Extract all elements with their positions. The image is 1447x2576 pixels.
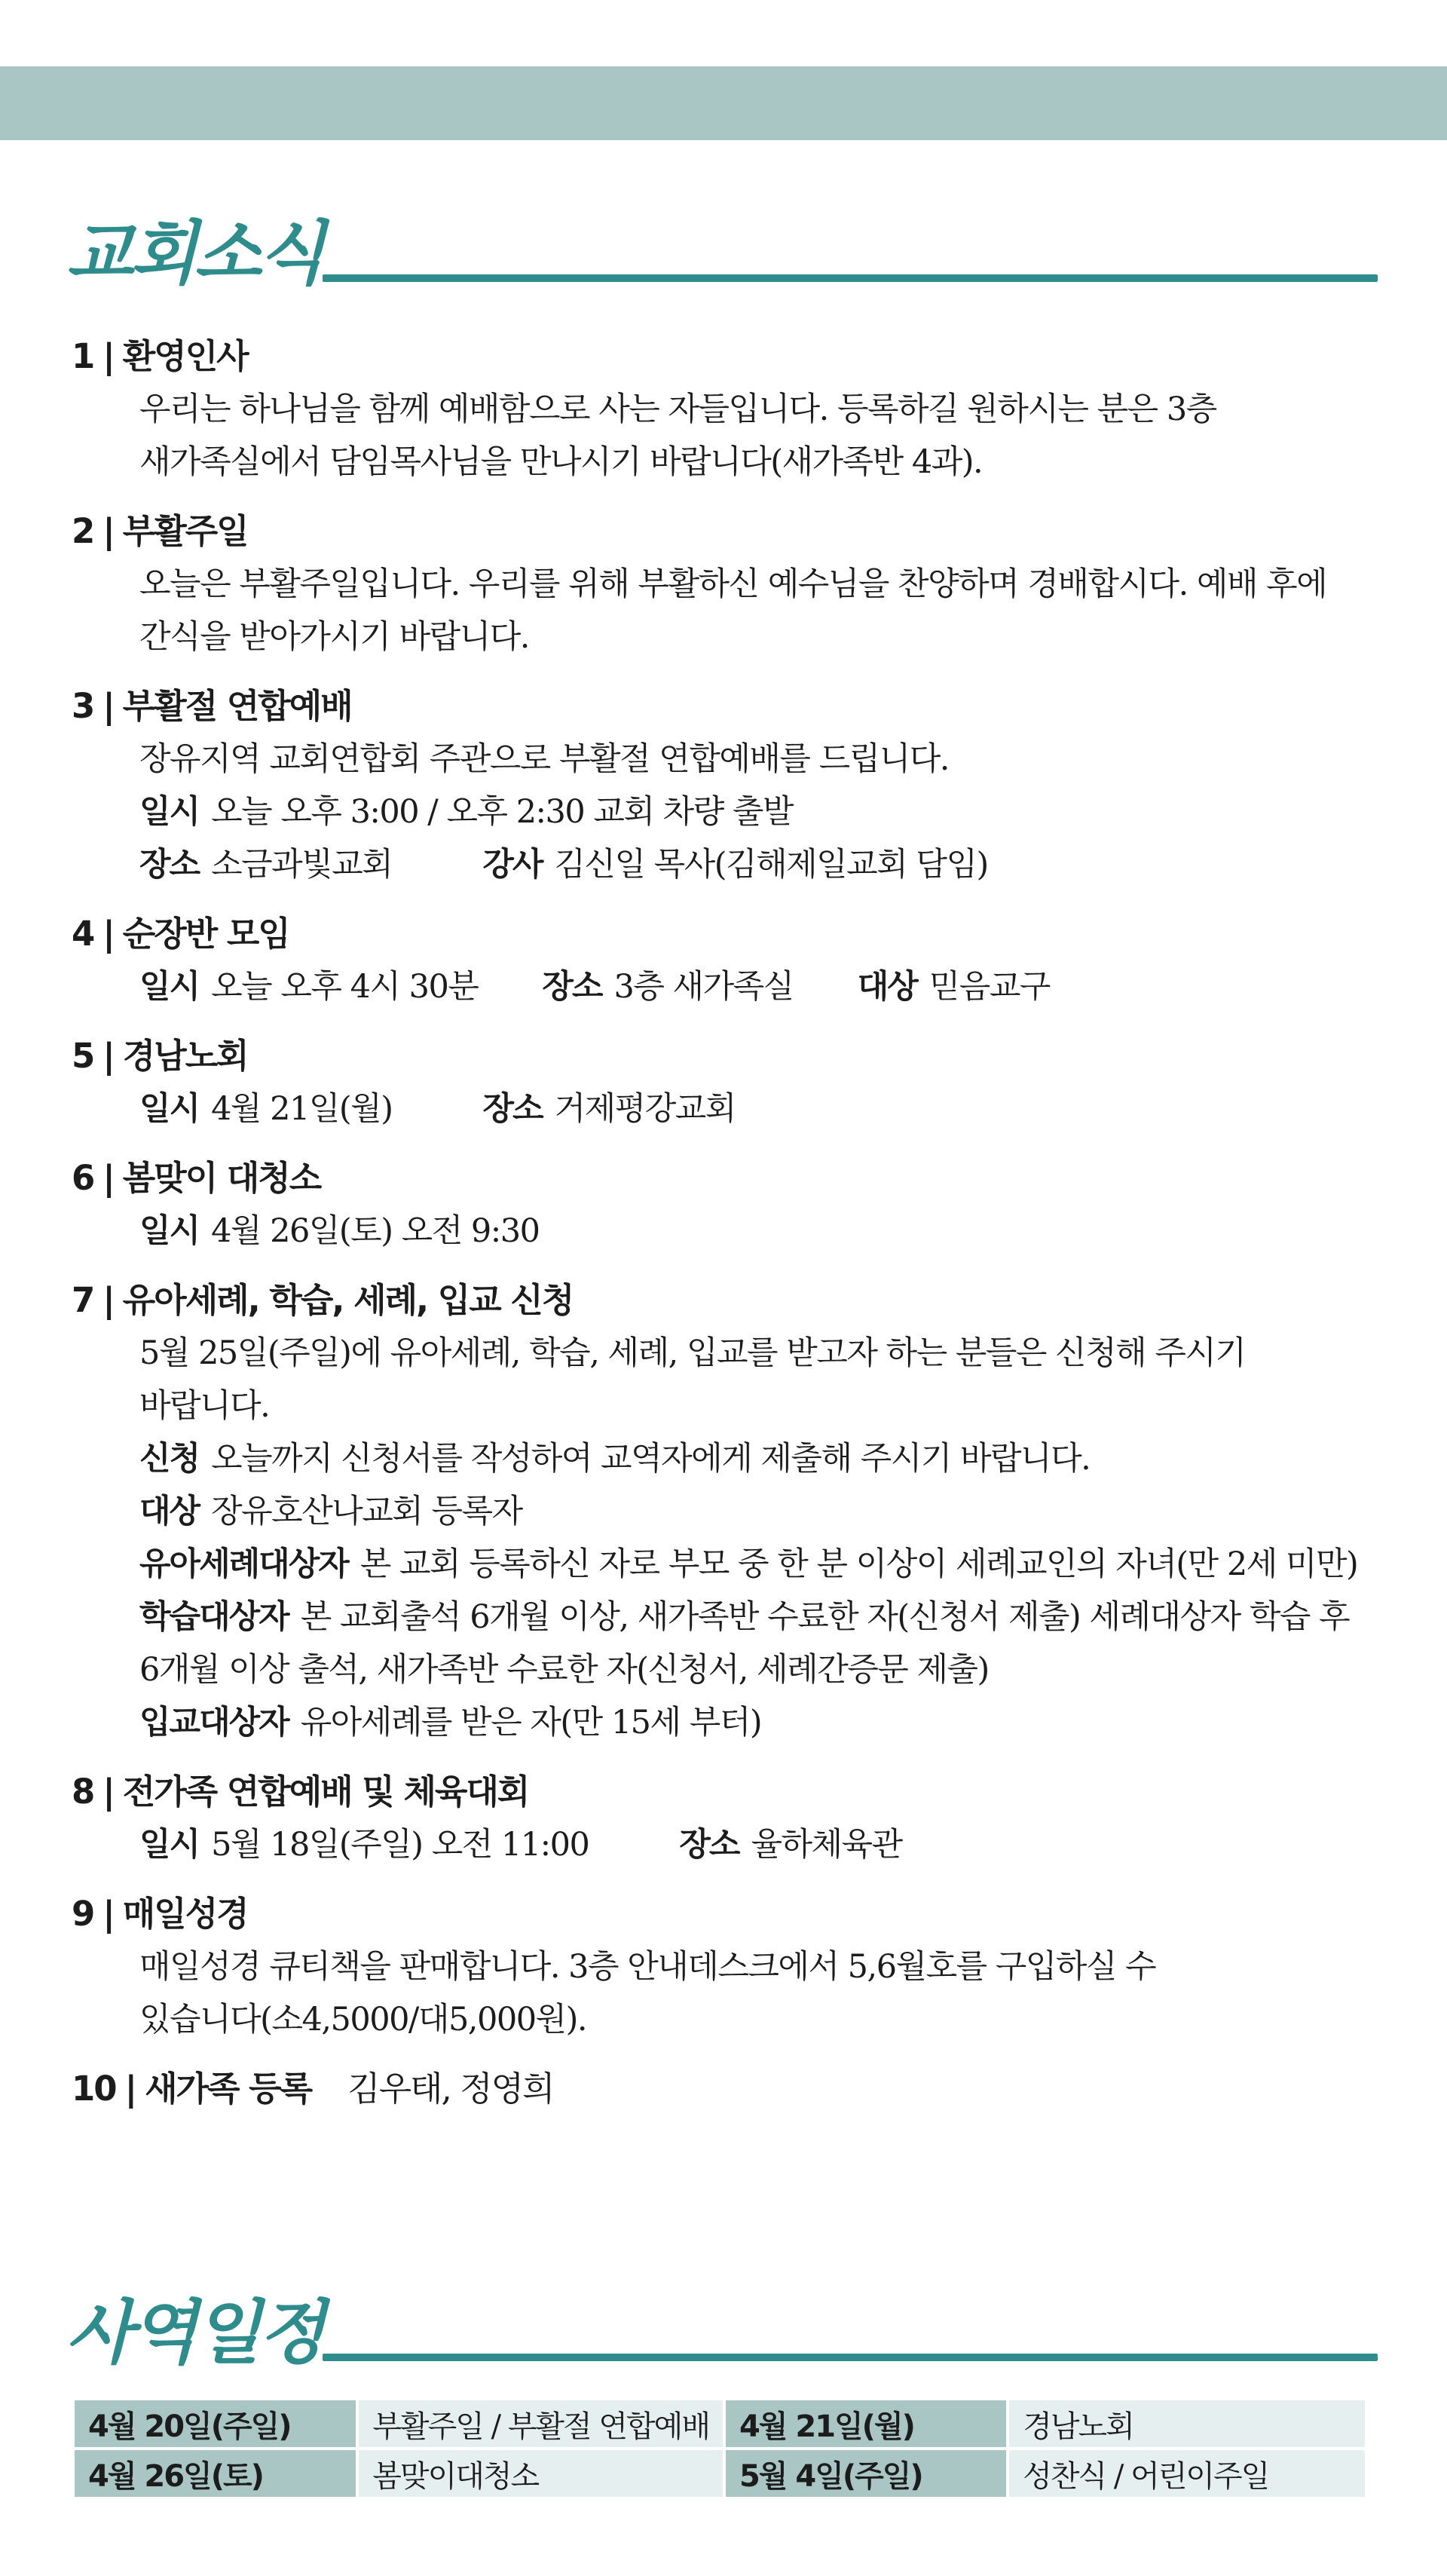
schedule-date: 5월 4일(주일): [726, 2450, 1006, 2497]
item-number: 9: [72, 1894, 94, 1934]
item-title: 유아세례, 학습, 세례, 입교 신청: [122, 1280, 574, 1320]
time-label: 일시: [139, 1212, 200, 1250]
news-item-baptism-application: 7 | 유아세례, 학습, 세례, 입교 신청 5월 25일(주일)에 유아세례, 학습, 세례, 입교를 받고자 하는 분들은 신청해 주시기 바랍니다. 신청 오늘까지 신청서를 작성하여 교역자에게 제출해 주시기 바랍니다. 대상 장유호산나교회 등록자 유아세례대상자 본 교회 등록하신 자로 부모 중 한 분 이상이 세례교인의 자녀(만 2세 미만) 학습대상자 본 교회출석 6개월 이상, 새가족반 수료한 자(신청서 제출) 세례대상자 학습 후 6개월 이상 출석, 새가족반 수료한 자(신청서, 세례간증문 제출) 입교대상자 유아세례를 받은 자(만 15세 부터): [72, 1274, 1375, 1749]
news-item-joint-worship: 3 | 부활절 연합예배 장유지역 교회연합회 주관으로 부활절 연합예배를 드립니다. 일시 오늘 오후 3:00 / 오후 2:30 교회 차량 출발 장소 소금과빛교회 강사 김신일 목사(김해제일교회 담임): [72, 680, 1375, 891]
time-label: 일시: [139, 1826, 200, 1864]
news-item-new-family: 10 | 새가족 등록 김우태, 정영희: [72, 2069, 554, 2109]
infant-baptism-label: 유아세례대상자: [139, 1545, 348, 1583]
church-news-title: 교회소식: [66, 213, 323, 294]
item-number: 6: [72, 1158, 94, 1198]
item-text: 장유지역 교회연합회 주관으로 부활절 연합예배를 드립니다.: [139, 740, 949, 778]
catechumen-label: 학습대상자: [139, 1598, 289, 1636]
place-value: 율하체육관: [751, 1826, 902, 1864]
church-news-rule: [323, 274, 1378, 282]
church-news-list: [72, 330, 1375, 2132]
apply-value: 오늘까지 신청서를 작성하여 교역자에게 제출해 주시기 바랍니다.: [211, 1440, 1091, 1478]
news-item-sports-day: 8 | 전가족 연합예배 및 체육대회 일시 5월 18일(주일) 오전 11:00 장소 율하체육관: [72, 1772, 902, 1864]
item-number: 5: [72, 1036, 94, 1076]
item-number: 10: [72, 2069, 116, 2109]
news-item-cell-meeting: 4 | 순장반 모임 일시 오늘 오후 4시 30분 장소 3층 새가족실 대상 믿음교구: [72, 914, 1050, 1006]
item-number: 8: [72, 1772, 94, 1812]
schedule-date: 4월 20일(주일): [75, 2400, 356, 2447]
place-value: 소금과빛교회: [211, 846, 393, 884]
item-text: 매일성경 큐티책을 판매합니다. 3층 안내데스크에서 5,6월호를 구입하실 수: [139, 1948, 1156, 1986]
item-number: 4: [72, 914, 94, 954]
time-value: 오늘 오후 3:00 / 오후 2:30 교회 차량 출발: [211, 793, 793, 831]
item-title: 전가족 연합예배 및 체육대회: [122, 1772, 529, 1812]
infant-baptism-value: 본 교회 등록하신 자로 부모 중 한 분 이상이 세례교인의 자녀(만 2세 미만): [359, 1545, 1358, 1583]
item-number: 7: [72, 1280, 94, 1320]
item-number: 2: [72, 511, 94, 551]
confirmation-value: 유아세례를 받은 자(만 15세 부터): [300, 1704, 762, 1741]
time-value: 5월 18일(주일) 오전 11:00: [211, 1826, 589, 1864]
news-item-presbytery: 5 | 경남노회 일시 4월 21일(월) 장소 거제평강교회: [72, 1036, 736, 1128]
item-title: 매일성경: [122, 1894, 248, 1934]
item-title: 환영인사: [122, 336, 248, 376]
place-label: 장소: [542, 968, 602, 1006]
item-title: 새가족 등록: [145, 2069, 312, 2109]
schedule-row: [75, 2450, 1365, 2497]
speaker-label: 강사: [482, 846, 543, 884]
place-value: 3층 새가족실: [613, 968, 794, 1006]
confirmation-label: 입교대상자: [139, 1704, 289, 1741]
time-value: 오늘 오후 4시 30분: [211, 968, 479, 1006]
item-text: 새가족실에서 담임목사님을 만나시기 바랍니다(새가족반 4과).: [139, 443, 983, 481]
church-news-header: [66, 213, 1378, 296]
item-text: 5월 25일(주일)에 유아세례, 학습, 세례, 입교를 받고자 하는 분들은 신청해 주시기: [139, 1334, 1246, 1372]
time-label: 일시: [139, 1090, 200, 1128]
item-text: 오늘은 부활주일입니다. 우리를 위해 부활하신 예수님을 찬양하며 경배합시다. 예배 후에: [139, 565, 1327, 603]
item-text: 우리는 하나님을 함께 예배함으로 사는 자들입니다. 등록하길 원하시는 분은 3층: [139, 391, 1216, 428]
item-title: 순장반 모임: [122, 914, 289, 954]
place-value: 거제평강교회: [554, 1090, 736, 1128]
catechumen-value-cont: 6개월 이상 출석, 새가족반 수료한 자(신청서, 세례간증문 제출): [139, 1651, 989, 1689]
schedule-date: 4월 26일(토): [75, 2450, 356, 2497]
schedule-date: 4월 21일(월): [726, 2400, 1006, 2447]
schedule-event: 경남노회: [1009, 2400, 1365, 2447]
item-number: 3: [72, 686, 94, 726]
target-value: 장유호산나교회 등록자: [211, 1493, 522, 1530]
apply-label: 신청: [139, 1440, 200, 1478]
item-text: 바랍니다.: [139, 1387, 270, 1425]
item-title: 부활절 연합예배: [122, 686, 352, 726]
time-label: 일시: [139, 968, 200, 1006]
schedule-row: [75, 2400, 1365, 2447]
schedule-rule: [323, 2354, 1378, 2361]
news-item-welcome: 1 | 환영인사 우리는 하나님을 함께 예배함으로 사는 자들입니다. 등록하길 원하시는 분은 3층 새가족실에서 담임목사님을 만나시기 바랍니다(새가족반 4과).: [72, 330, 1375, 489]
place-label: 장소: [679, 1826, 739, 1864]
target-label: 대상: [139, 1493, 200, 1530]
item-text: 간식을 받아가시기 바랍니다.: [139, 618, 529, 656]
target-label: 대상: [857, 968, 917, 1006]
time-label: 일시: [139, 793, 200, 831]
top-banner: [0, 66, 1447, 140]
schedule-event: 봄맞이대청소: [359, 2450, 723, 2497]
place-label: 장소: [482, 1090, 543, 1128]
schedule-event: 부활주일 / 부활절 연합예배: [359, 2400, 723, 2447]
schedule-header: [66, 2292, 1378, 2375]
target-value: 믿음교구: [928, 968, 1050, 1006]
new-family-names: 김우태, 정영희: [347, 2069, 554, 2109]
item-title: 경남노회: [122, 1036, 248, 1076]
item-text: 있습니다(소4,5000/대5,000원).: [139, 2001, 587, 2038]
news-item-easter: 2 | 부활주일 오늘은 부활주일입니다. 우리를 위해 부활하신 예수님을 찬양하며 경배합시다. 예배 후에 간식을 받아가시기 바랍니다.: [72, 505, 1375, 663]
news-item-spring-cleaning: 6 | 봄맞이 대청소 일시 4월 26일(토) 오전 9:30: [72, 1158, 540, 1250]
schedule-table: [72, 2397, 1368, 2500]
item-title: 봄맞이 대청소: [122, 1158, 321, 1198]
time-value: 4월 21일(월): [211, 1090, 393, 1128]
schedule-title: 사역일정: [66, 2293, 323, 2373]
time-value: 4월 26일(토) 오전 9:30: [211, 1212, 540, 1250]
catechumen-value: 본 교회출석 6개월 이상, 새가족반 수료한 자(신청서 제출) 세례대상자 학습 후: [300, 1598, 1350, 1636]
place-label: 장소: [139, 846, 200, 884]
item-number: 1: [72, 336, 94, 376]
news-item-daily-bible: 9 | 매일성경 매일성경 큐티책을 판매합니다. 3층 안내데스크에서 5,6월호를 구입하실 수 있습니다(소4,5000/대5,000원).: [72, 1888, 1375, 2046]
item-title: 부활주일: [122, 511, 248, 551]
schedule-event: 성찬식 / 어린이주일: [1009, 2450, 1365, 2497]
speaker-value: 김신일 목사(김해제일교회 담임): [554, 846, 988, 884]
